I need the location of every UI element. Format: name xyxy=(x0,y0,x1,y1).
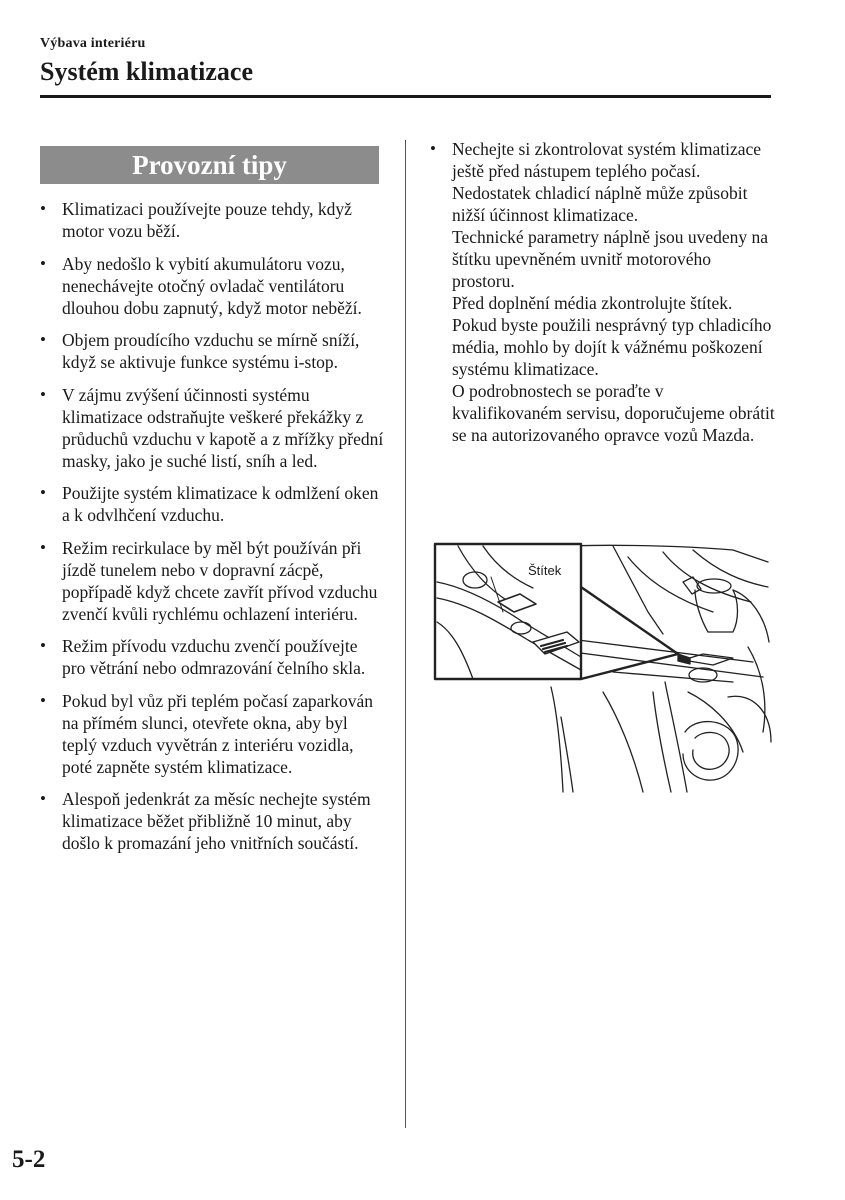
bullet-item: • Klimatizaci používejte pouze tehdy, když motor vozu běží. xyxy=(40,198,385,242)
right-bullet-list xyxy=(430,138,775,457)
bullet-item: • Režim přívodu vzduchu zvenčí používejte pro větrání nebo odmrazování čelního skla. xyxy=(40,635,385,679)
refrigerant-paragraph-3: Před doplnění média zkontrolujte štítek. Pokud byste použili nesprávný typ chladicího média, mohlo by dojít k vážnému poškození systému klimatizace. xyxy=(452,293,772,379)
refrigerant-paragraph-4: O podrobnostech se poraďte v kvalifikovaném servisu, doporučujeme obrátit se na autorizovaného opravce vozů Mazda. xyxy=(452,381,775,445)
refrigerant-bullet-item xyxy=(430,138,775,446)
bullet-item: • Alespoň jedenkrát za měsíc nechejte systém klimatizace běžet přibližně 10 minut, aby došlo k promazání jeho vnitřních součástí. xyxy=(40,788,385,854)
refrigerant-paragraph-2: Technické parametry náplně jsou uvedeny na štítku upevněném uvnitř motorového prostoru. xyxy=(452,227,769,291)
page-title: Systém klimatizace xyxy=(40,57,254,86)
engine-bay-figure xyxy=(433,542,773,794)
title-rule xyxy=(40,95,771,98)
engine-bay-label-illustration-icon xyxy=(433,542,773,794)
bullet-item: • V zájmu zvýšení účinnosti systému klimatizace odstraňujte veškeré překážky z průduchů vzduchu v kapotě a z mřížky přední masky, jako je suché listí, sníh a led. xyxy=(40,384,385,472)
section-heading: Provozní tipy xyxy=(40,146,379,184)
figure-label: Štítek xyxy=(528,563,562,578)
bullet-item: • Aby nedošlo k vybití akumulátoru vozu, nenechávejte otočný ovladač ventilátoru dlouhou dobu zapnutý, když motor neběží. xyxy=(40,253,385,319)
refrigerant-paragraph-1: • Nechejte si zkontrolovat systém klimatizace ještě před nástupem teplého počasí. Nedostatek chladicí náplně může způsobit nižší účinnost klimatizace. xyxy=(452,139,762,225)
bullet-item: • Objem proudícího vzduchu se mírně sníží, když se aktivuje funkce systému i-stop. xyxy=(40,329,385,373)
bullet-item: • Režim recirkulace by měl být používán při jízdě tunelem nebo v dopravní zácpě, popřípadě když chcete zavřít přívod vzduchu zvenčí kvůli rychlému ochlazení interiéru. xyxy=(40,537,385,625)
column-divider xyxy=(405,140,406,1128)
breadcrumb: Výbava interiéru xyxy=(40,36,146,51)
bullet-item: • Pokud byl vůz při teplém počasí zaparkován na přímém slunci, otevřete okna, aby byl teplý vzduch vyvětrán z interiéru vozidla, poté zapněte systém klimatizace. xyxy=(40,690,385,778)
bullet-item: • Použijte systém klimatizace k odmlžení oken a k odvlhčení vzduchu. xyxy=(40,482,385,526)
left-bullet-list xyxy=(40,198,385,865)
page-number: 5-2 xyxy=(12,1146,46,1173)
